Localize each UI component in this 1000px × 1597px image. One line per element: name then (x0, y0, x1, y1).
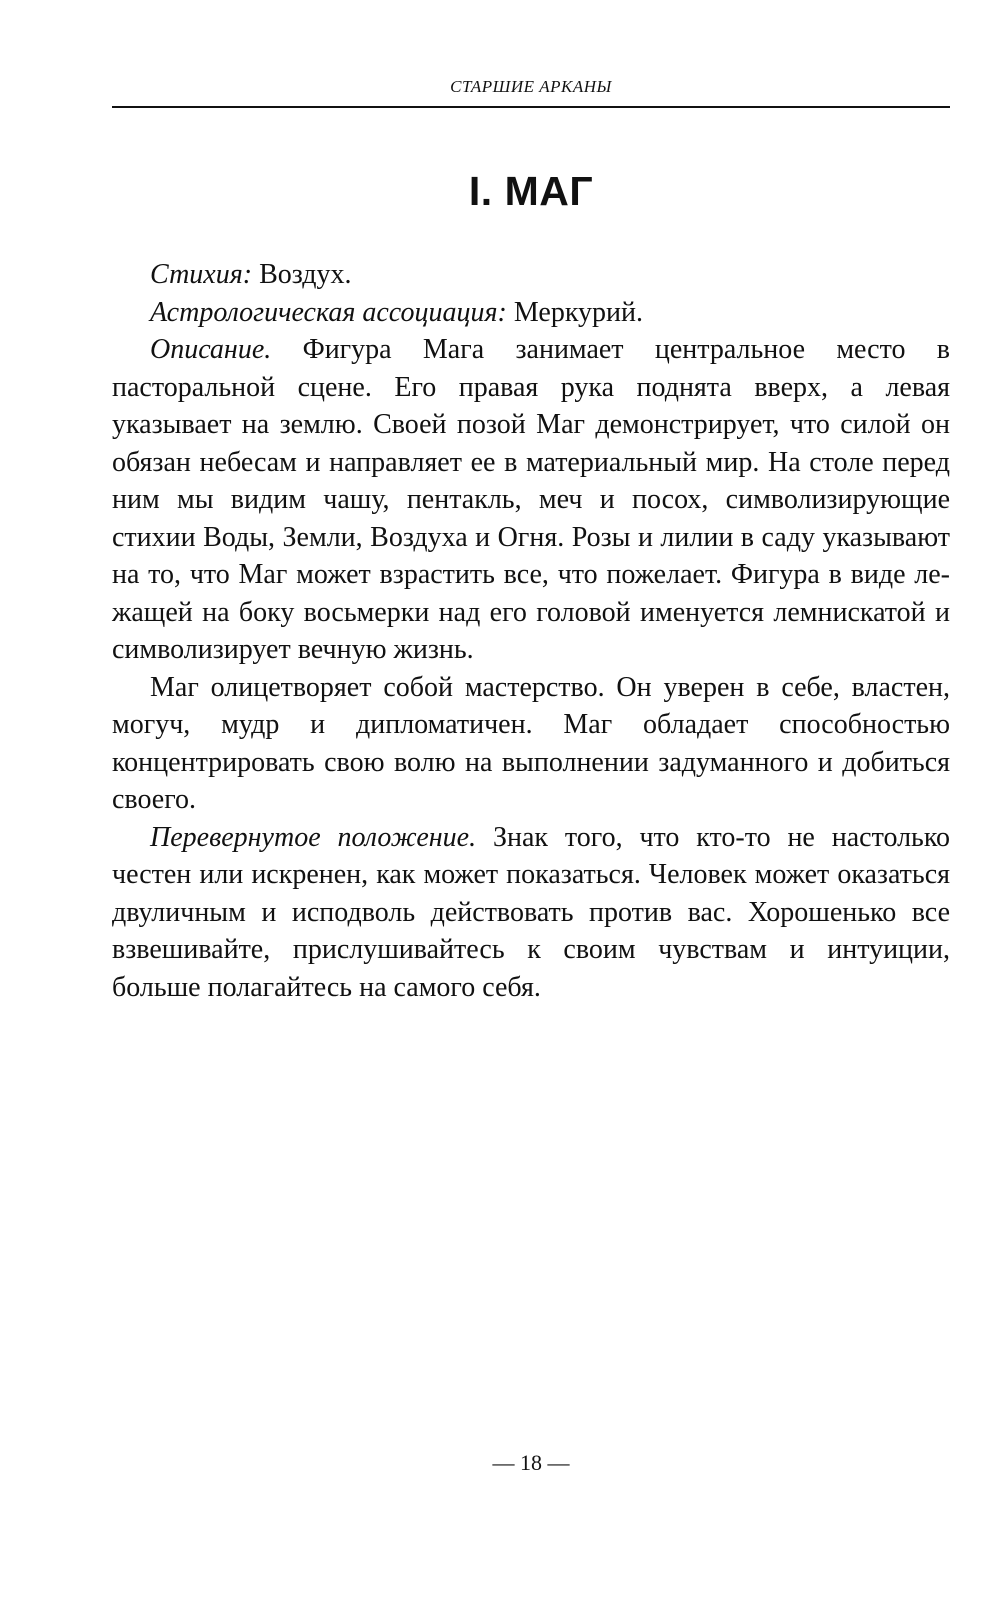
element-label: Стихия: (150, 259, 253, 290)
description-text: Фигура Мага занимает центральное место в пасторальной сцене. Его правая рука поднята вверх, а левая указывает на землю. Своей позой Маг демонстрирует, что силой он обязан небесам и направляет ее в материальный мир. На столе перед ним мы видим чашу, пентакль, меч и посох, символизирующие стихии Воды, Земли, Воздуха и Огня. Розы и лилии в саду указывают на то, что Маг может взрастить все, что пожелает. Фигура в виде лежащей на боку восьмерки над его головой именуется лемнискатой и символизирует вечную жизнь. (112, 334, 951, 665)
meaning-paragraph: Маг олицетворяет собой мастерство. Он уверен в себе, властен, могуч, мудр и дипломатичен. Маг обладает способностью концентрировать свою волю на выполнении задуманного и добиться своего. (112, 671, 950, 815)
description-label: Описание. (150, 334, 272, 365)
header-rule (112, 106, 950, 108)
reversed-text: Знак того, что кто-то не настолько честен или искренен, как может показаться. Человек может оказаться двуличным и исподволь действовать против вас. Хорошенько все взвешивайте, прислушивайтесь к своим чувствам и интуиции, больше полагайтесь на самого себя. (112, 821, 951, 1003)
element-value: Воздух. (259, 259, 352, 290)
astrology-label: Астрологическая ассоциация: (150, 296, 507, 328)
page-number: — 18 — (492, 1450, 570, 1475)
element-line (112, 256, 950, 294)
reversed-label: Перевернутое положение. (150, 821, 477, 853)
astrology-value: Меркурий. (513, 296, 644, 328)
chapter-title: I. МАГ (468, 168, 594, 214)
running-head: СТАРШИЕ АРКАНЫ (450, 77, 612, 96)
body-text (112, 256, 950, 1006)
astrology-line (112, 294, 950, 332)
description-paragraph (112, 331, 950, 669)
reversed-paragraph (112, 819, 950, 1007)
